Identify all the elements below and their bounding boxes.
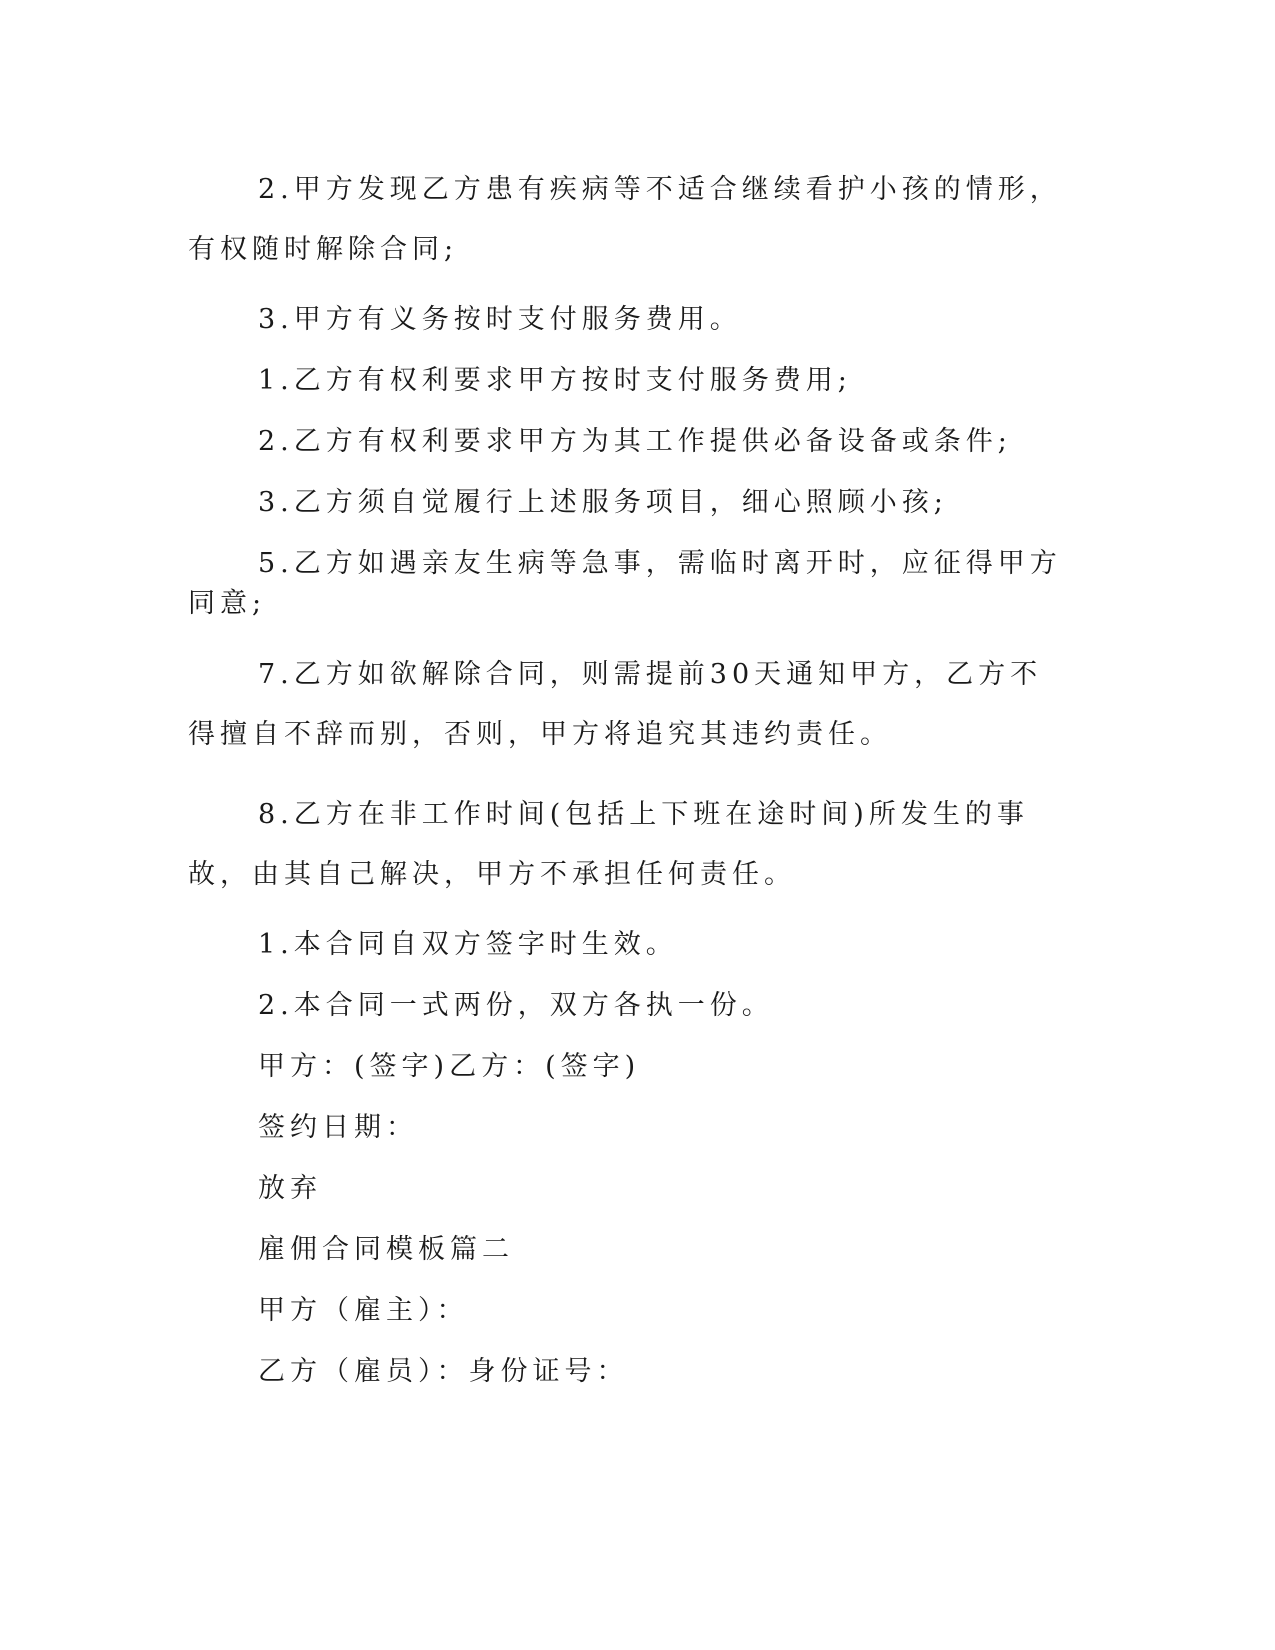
signing-date-line: 签约日期： xyxy=(258,1112,418,1143)
clause-paragraph: 3.乙方须自觉履行上述服务项目，细心照顾小孩; xyxy=(258,487,948,518)
clause-paragraph: 1.本合同自双方签字时生效。 xyxy=(258,929,678,960)
clause-paragraph: 2.乙方有权利要求甲方为其工作提供必备设备或条件; xyxy=(258,426,1012,457)
clause-paragraph: 7.乙方如欲解除合同，则需提前30天通知甲方，乙方不得擅自不辞而别，否则，甲方将追究其违约责任。 xyxy=(188,659,1043,750)
clause-paragraph: 3.甲方有义务按时支付服务费用。 xyxy=(258,304,742,335)
party-a-line: 甲方（雇主）： xyxy=(258,1295,469,1326)
clause-paragraph: 2.甲方发现乙方患有疾病等不适合继续看护小孩的情形，有权随时解除合同; xyxy=(188,174,1062,265)
clause-paragraph: 1.乙方有权利要求甲方按时支付服务费用; xyxy=(258,365,852,396)
clause-paragraph: 5.乙方如遇亲友生病等急事，需临时离开时，应征得甲方同意; xyxy=(188,548,1062,619)
section-heading: 雇佣合同模板篇二 xyxy=(258,1234,514,1265)
clause-paragraph: 8.乙方在非工作时间(包括上下班在途时间)所发生的事故，由其自己解决，甲方不承担任何责任。 xyxy=(188,799,1029,890)
text-line: 放弃 xyxy=(258,1173,322,1204)
document-body xyxy=(188,160,1068,1413)
clause-paragraph: 2.本合同一式两份，双方各执一份。 xyxy=(258,990,774,1021)
party-b-line: 乙方（雇员）：身份证号： xyxy=(258,1356,629,1387)
signature-line: 甲方：(签字)乙方：(签字) xyxy=(258,1051,641,1082)
